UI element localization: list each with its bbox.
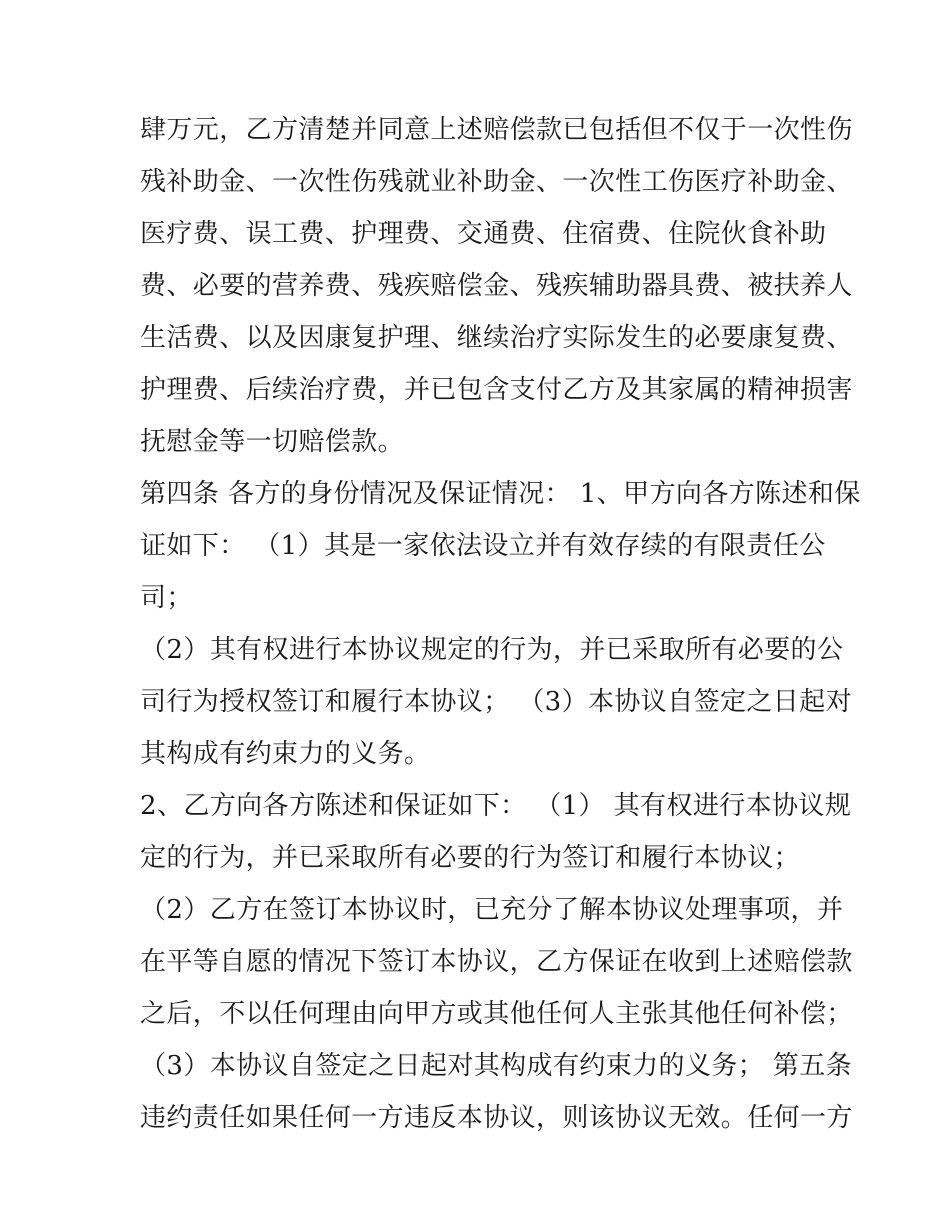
text-line: 费、必要的营养费、残疾赔偿金、残疾辅助器具费、被扶养人 [140,271,853,301]
text-line: （2）乙方在签订本协议时，已充分了解本协议处理事项，并 [140,895,844,925]
text-line: 司行为授权签订和履行本协议； （3）本协议自签定之日起对 [140,687,853,717]
article-four-heading-line: 第四条 各方的身份情况及保证情况： 1、甲方向各方陈述和保 [140,479,861,509]
text-line: 在平等自愿的情况下签订本协议，乙方保证在收到上述赔偿款 [140,947,853,977]
text-line: 生活费、以及因康复护理、继续治疗实际发生的必要康复费、 [140,323,853,353]
text-line: 定的行为，并已采取所有必要的行为签订和履行本协议； [140,843,801,873]
text-line: 其构成有约束力的义务。 [140,739,431,769]
text-line: 之后，不以任何理由向甲方或其他任何人主张其他任何补偿； [140,999,853,1029]
text-line: 2、乙方向各方陈述和保证如下： （1） 其有权进行本协议规 [140,791,852,821]
text-line: 司； [140,583,193,613]
text-line: 医疗费、误工费、护理费、交通费、住宿费、住院伙食补助 [140,219,827,249]
text-line: （2）其有权进行本协议规定的行为，并已采取所有必要的公 [140,635,844,665]
text-line: 肆万元，乙方清楚并同意上述赔偿款已包括但不仅于一次性伤 [140,115,853,145]
text-line: 违约责任如果任何一方违反本协议，则该协议无效。任何一方 [140,1103,853,1133]
text-line: 残补助金、一次性伤残就业补助金、一次性工伤医疗补助金、 [140,167,853,197]
document-body [140,104,861,1144]
text-line: 抚慰金等一切赔偿款。 [140,427,405,457]
text-line: 证如下： （1）其是一家依法设立并有效存续的有限责任公 [140,531,826,561]
text-line: （3）本协议自签定之日起对其构成有约束力的义务； 第五条 [140,1051,853,1081]
text-line: 护理费、后续治疗费，并已包含支付乙方及其家属的精神损害 [140,375,853,405]
